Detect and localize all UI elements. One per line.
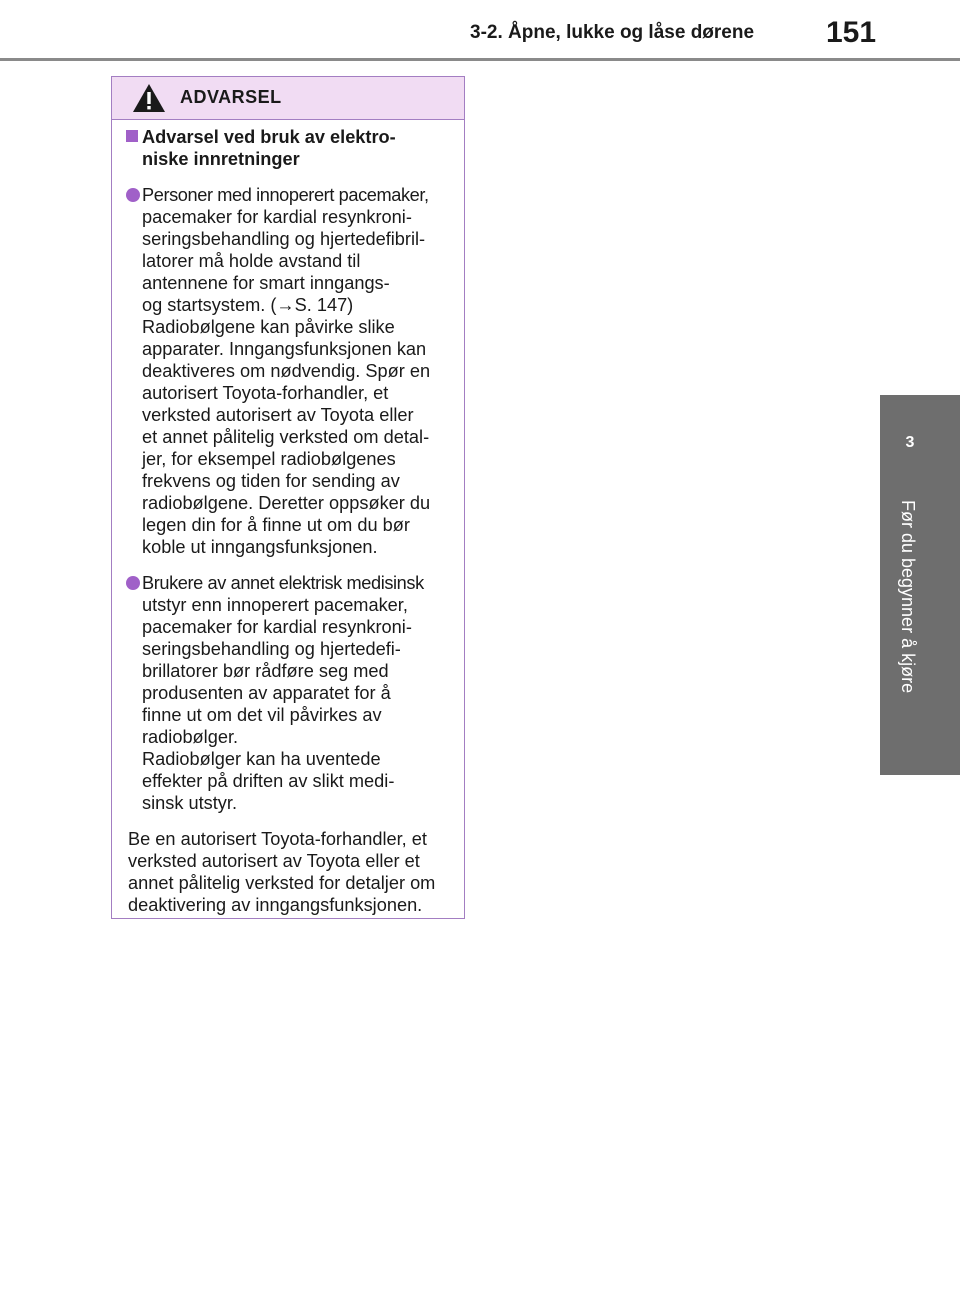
- text-line: verksted autorisert av Toyota eller: [142, 405, 414, 425]
- header-rule: [0, 58, 960, 61]
- warning-content: [112, 120, 464, 916]
- page-number: 151: [826, 16, 877, 49]
- text-line: jer, for eksempel radiobølgenes: [142, 449, 396, 469]
- closing-paragraph: [128, 828, 448, 916]
- text-line: verksted autorisert av Toyota eller et: [128, 851, 420, 871]
- text-line: pacemaker for kardial resynkroni-: [142, 207, 412, 227]
- text-line: utstyr enn innoperert pacemaker,: [142, 595, 408, 615]
- text-line: brillatorer bør rådføre seg med: [142, 661, 389, 681]
- text-line: Brukere av annet elektrisk medisinsk: [142, 573, 424, 593]
- text-line: seringsbehandling og hjertedefi-: [142, 639, 401, 659]
- chapter-number: 3: [905, 434, 915, 451]
- text-line: og startsystem. (→S. 147): [142, 295, 354, 315]
- text-line: Radiobølger kan ha uventede: [142, 749, 381, 769]
- bullet-item: [128, 184, 448, 558]
- header-section-title: 3-2. Åpne, lukke og låse dørene: [470, 22, 755, 43]
- text-line: Personer med innoperert pacemaker,: [142, 185, 429, 205]
- text-line: seringsbehandling og hjertedefibril-: [142, 229, 426, 249]
- text-line: autorisert Toyota-forhandler, et: [142, 383, 389, 403]
- round-bullet-icon: [126, 576, 140, 590]
- text-line: radiobølgene. Deretter oppsøker du: [142, 493, 431, 513]
- text-line: sinsk utstyr.: [142, 793, 238, 813]
- text-line: Be en autorisert Toyota-forhandler, et: [128, 829, 427, 849]
- text-line: finne ut om det vil påvirkes av: [142, 705, 382, 725]
- text-line: frekvens og tiden for sending av: [142, 471, 400, 491]
- section-title: [128, 126, 448, 170]
- text-line: radiobølger.: [142, 727, 239, 747]
- text-line: produsenten av apparatet for å: [142, 683, 391, 703]
- text-line: effekter på driften av slikt medi-: [142, 771, 395, 791]
- warning-triangle-icon: [132, 83, 166, 113]
- round-bullet-icon: [126, 188, 140, 202]
- text-line: antennene for smart inngangs-: [142, 273, 390, 293]
- text-line: apparater. Inngangsfunksjonen kan: [142, 339, 427, 359]
- text-line: deaktiveres om nødvendig. Spør en: [142, 361, 431, 381]
- chapter-label: Før du begynner å kjøre: [898, 500, 918, 694]
- text-line: legen din for å finne ut om du bør: [142, 515, 410, 535]
- text-line: pacemaker for kardial resynkroni-: [142, 617, 412, 637]
- section-title-line: niske innretninger: [142, 149, 300, 169]
- bullet-item: [128, 572, 448, 814]
- warning-header: [112, 77, 464, 120]
- text-line: latorer må holde avstand til: [142, 251, 361, 271]
- chapter-side-tab: [880, 395, 960, 775]
- text-line: deaktivering av inngangsfunksjonen.: [128, 895, 423, 915]
- warning-box: [111, 76, 465, 919]
- section-title-line: Advarsel ved bruk av elektro-: [142, 127, 396, 147]
- text-line: et annet pålitelig verksted om detal-: [142, 427, 430, 447]
- square-bullet-icon: [126, 130, 138, 142]
- text-line: Radiobølgene kan påvirke slike: [142, 317, 395, 337]
- text-line: koble ut inngangsfunksjonen.: [142, 537, 378, 557]
- text-line: annet pålitelig verksted for detaljer om: [128, 873, 436, 893]
- warning-label: ADVARSEL: [180, 87, 282, 107]
